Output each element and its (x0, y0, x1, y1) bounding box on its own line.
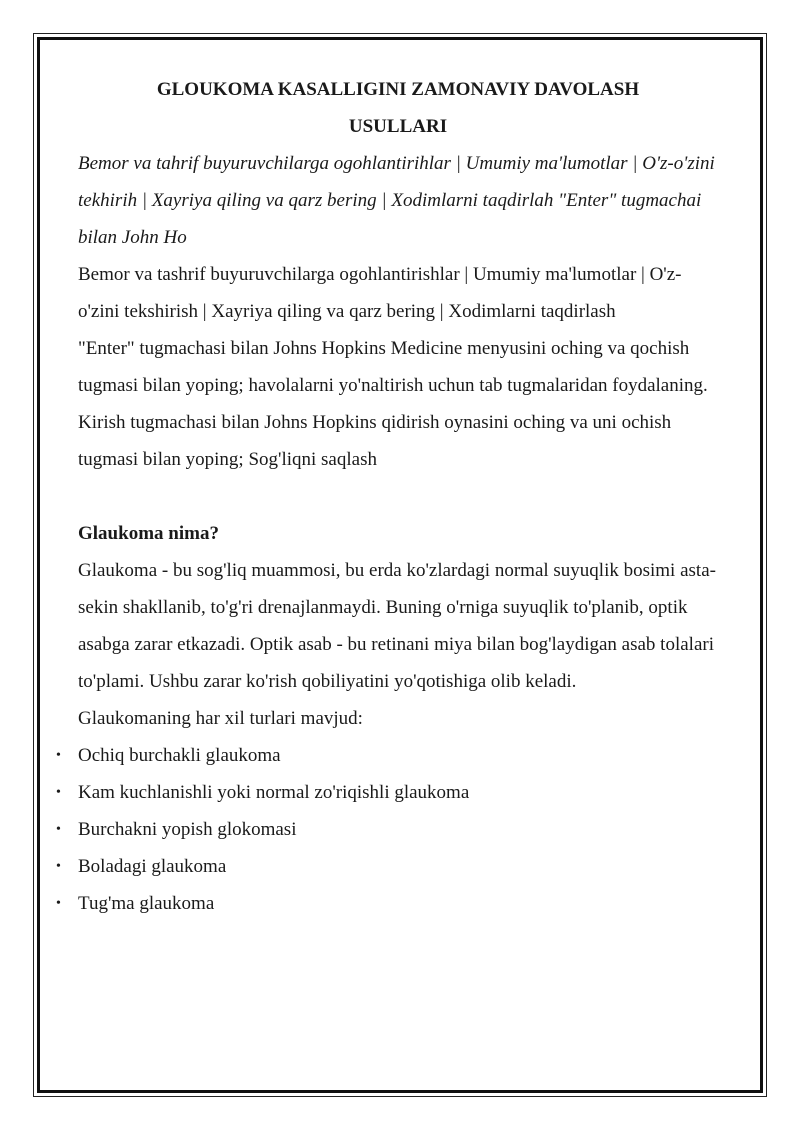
bullet-icon: • (56, 896, 61, 911)
italic-nav-block: Bemor va tahrif buyuruvchilarga ogohlantirihlar | Umumiy ma'lumotlar | O'z-o'zini tekhirih | Xayriya qiling va qarz bering | Xodimlarni taqdirlah "Enter" tugmachai bilan John Ho (78, 153, 715, 248)
types-intro: Glaukomaning har xil turlari mavjud: (78, 708, 363, 729)
bullet-icon: • (56, 822, 61, 837)
list-item-text: Kam kuchlanishli yoki normal zo'riqishli glaukoma (78, 782, 470, 803)
types-list (56, 737, 718, 922)
list-item (56, 885, 718, 922)
list-item (56, 774, 718, 811)
list-item (56, 811, 718, 848)
bullet-icon: • (56, 785, 61, 800)
list-item (56, 848, 718, 885)
nav-block: Bemor va tashrif buyuruvchilarga ogohlantirishlar | Umumiy ma'lumotlar | O'z-o'zini tekshirish | Xayriya qiling va qarz bering | Xodimlarni taqdirlash (78, 264, 682, 322)
section-heading: Glaukoma nima? (78, 523, 219, 544)
list-item (56, 737, 718, 774)
section-body: Glaukoma - bu sog'liq muammosi, bu erda ko'zlardagi normal suyuqlik bosimi asta-sekin shakllanib, to'g'ri drenajlanmaydi. Buning o'rniga suyuqlik to'planib, optik asabga zarar etkazadi. Optik asab - bu retinani miya bilan bog'laydigan asab tolalari to'plami. Ushbu zarar ko'rish qobiliyatini yo'qotishiga olib keladi. (78, 560, 716, 692)
list-item-text: Burchakni yopish glokomasi (78, 819, 297, 840)
bullet-icon: • (56, 748, 61, 763)
document-title: GLOUKOMA KASALLIGINI ZAMONAVIY DAVOLASH USULLARI (156, 79, 640, 137)
document-content (56, 71, 718, 922)
list-item-text: Tug'ma glaukoma (78, 893, 215, 914)
instructions-paragraph: "Enter" tugmachasi bilan Johns Hopkins Medicine menyusini oching va qochish tugmasi bilan yoping; havolalarni yo'naltirish uchun tab tugmalaridan foydalaning. Kirish tugmachasi bilan Johns Hopkins qidirish oynasini oching va uni ochish tugmasi bilan yoping; Sog'liqni saqlash (78, 338, 708, 470)
spacer (78, 478, 718, 515)
list-item-text: Ochiq burchakli glaukoma (78, 745, 281, 766)
bullet-icon: • (56, 859, 61, 874)
list-item-text: Boladagi glaukoma (78, 856, 227, 877)
